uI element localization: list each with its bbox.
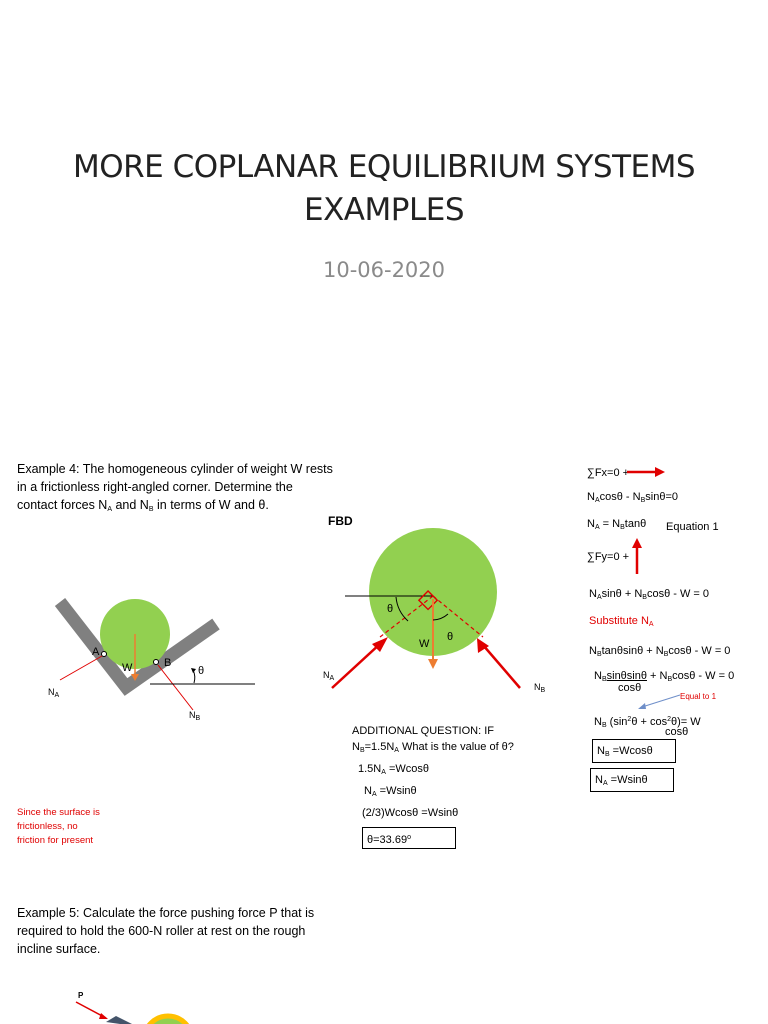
eq-sum-fy: $N_A\sin\theta + N_B\cos\theta - W = 0$ — [589, 588, 710, 601]
example4-line1: Example 4: The homogeneous cylinder of weight W rests — [17, 462, 333, 476]
equal-to-1-note: Equal to 1 — [680, 692, 717, 701]
force-na-line — [60, 656, 102, 680]
fbd-weight-arrowhead — [428, 659, 438, 669]
additional-eq1: $1.5N_A =Wcos\theta$ — [358, 763, 430, 776]
force-nb-line — [158, 665, 193, 710]
fbd-label-theta-left: θ — [387, 603, 394, 615]
fbd-force-na — [332, 642, 382, 688]
theta-arc-arrowhead — [191, 668, 196, 673]
example5-label-p: P — [78, 991, 84, 1000]
fig1-label-w: W — [122, 662, 133, 674]
result-nb-box: $N_B =Wcos\theta$ — [592, 739, 676, 763]
fig1-label-theta: θ — [198, 665, 205, 677]
eq-substituted: $N_B\tan\theta\sin\theta + N_B\cos\theta - W = 0$ — [589, 645, 731, 658]
eq-na-relation: $N_A = N_B\tan\theta$ — [587, 518, 647, 531]
eq-expanded: $N_B\sin\theta\sin\theta + N_B\cos\theta - W = 0$ — [594, 670, 735, 683]
example4-line3: contact forces $N_A$ and $N_B$ in terms of W and θ. — [17, 498, 269, 513]
contact-point-b — [154, 660, 159, 665]
push-handle — [106, 1016, 132, 1024]
fbd-force-nb — [483, 645, 520, 688]
fbd-label-theta-right: θ — [447, 631, 454, 643]
slide-date: 10-06-2020 — [322, 258, 446, 282]
result-na-box: $N_A =Wsin\theta$ — [590, 768, 674, 792]
eq-identity-denominator: cosθ — [665, 726, 689, 738]
substitute-label: Substitute $N_A$ — [589, 615, 654, 628]
equation1-label: Equation 1 — [666, 521, 719, 533]
fbd-label-na: $N_A$ — [323, 670, 335, 682]
example4-line2: in a frictionless right-angled corner. Determine the — [17, 480, 293, 494]
example4-text — [17, 460, 377, 519]
example5-line1: Example 5: Calculate the force pushing force P that is — [17, 906, 315, 920]
right-arrow-icon — [627, 466, 667, 478]
eq-expanded-denominator: cosθ — [618, 682, 642, 694]
free-body-diagram — [320, 525, 540, 695]
fig1-label-b: B — [164, 657, 172, 669]
frictionless-note — [17, 806, 100, 848]
corner-cylinder-figure — [0, 590, 300, 730]
slide-title-line1: MORE COPLANAR EQUILIBRIUM SYSTEMS — [72, 149, 696, 185]
note-line2: frictionless, no — [17, 821, 78, 832]
eq-identity: $N_B$ $(\sin^2\theta + \cos^2\theta)= W$ — [594, 716, 701, 729]
sum-fy-label: ∑Fy=0 + — [587, 551, 630, 563]
fbd-label-nb: $N_B$ — [534, 682, 546, 694]
fig1-label-a: A — [92, 646, 100, 658]
note-line1: Since the surface is — [17, 807, 100, 818]
additional-question-line1: ADDITIONAL QUESTION: IF — [352, 725, 494, 737]
force-p-arrowhead — [99, 1013, 108, 1019]
fbd-label-w: W — [419, 638, 430, 650]
additional-question-line2: $N_B=1.5N_A$ What is the value of θ? — [352, 741, 514, 754]
contact-point-a — [102, 652, 107, 657]
additional-eq3: (2/3)Wcosθ =Wsinθ — [362, 807, 459, 819]
slide-title-line2: EXAMPLES — [303, 192, 464, 228]
additional-eq2: $N_A =Wsin\theta$ — [364, 785, 417, 798]
fbd-title: FBD — [328, 514, 353, 528]
example5-line3: incline surface. — [17, 942, 101, 956]
additional-answer-box: $\theta=33.69^o$ — [362, 827, 456, 849]
fig1-label-nb: $N_B$ — [189, 710, 201, 722]
note-line3: friction for present — [17, 835, 94, 846]
sum-fx-label: ∑Fx=0 + — [587, 467, 630, 479]
example5-roller-figure — [70, 996, 210, 1024]
roller-circle — [144, 1016, 192, 1024]
example5-line2: required to hold the 600-N roller at rest on the rough — [17, 924, 306, 938]
slide-title — [0, 146, 768, 232]
up-arrow-icon — [630, 538, 644, 574]
example5-text — [17, 904, 377, 958]
fig1-label-na: $N_A$ — [48, 687, 60, 699]
equal-to-1-arrow-icon — [636, 692, 682, 712]
eq-sum-fx: $N_A\cos\theta - N_B\sin\theta=0$ — [587, 491, 678, 504]
